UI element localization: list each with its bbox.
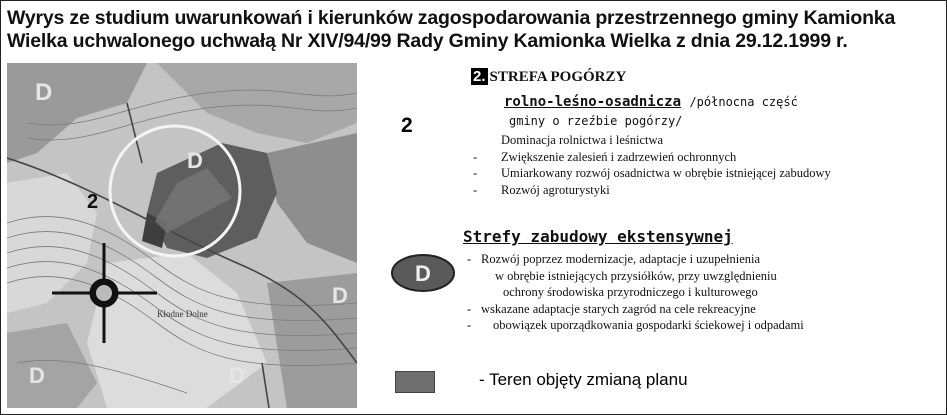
map-label-d: D	[332, 283, 348, 308]
zone-2-subheading: rolno-leśno-osadnicza	[504, 94, 682, 110]
list-item: - Rozwój agroturystyki	[473, 182, 831, 199]
legend-swatch	[395, 371, 435, 393]
zone-2-title: STREFA POGÓRZY	[489, 69, 627, 85]
list-item: - Rozwój poprzez modernizacje, adaptacje i uzupełnienia	[467, 251, 804, 268]
zone-2-heading	[471, 68, 626, 86]
list-item: ochrony środowiska przyrodniczego i kulturowego	[503, 285, 758, 299]
zone-d-list	[467, 251, 804, 334]
title-line-2: Wielka uchwalonego uchwałą Nr XIV/94/99 Rady Gminy Kamionka Wielka z dnia 29.12.1999 r.	[7, 30, 848, 52]
zone-2-badge: 2.	[473, 68, 486, 85]
map-place-name: Kłodne Dolne	[157, 309, 208, 319]
zone-2-subheading-row	[504, 94, 798, 110]
zone-2-note: /północna część	[689, 95, 798, 109]
map-label-d: D	[229, 363, 245, 388]
document-title	[7, 7, 942, 53]
map-label-d: D	[29, 363, 45, 388]
zone-d-symbol-letter: D	[415, 261, 431, 286]
map-excerpt	[7, 63, 357, 408]
legend-text: - Teren objęty zmianą planu	[479, 370, 688, 389]
list-item: w obrębie istniejących przysiółków, przy uwzględnieniu	[495, 268, 777, 283]
list-item: - Umiarkowany rozwój osadnictwa w obrębie istniejącej zabudowy	[473, 165, 831, 182]
list-item: - wskazane adaptacje starych zagród na cele rekreacyjne	[467, 301, 804, 318]
zone-d-symbol	[389, 252, 457, 294]
zone-d-heading: Strefy zabudowy ekstensywnej	[463, 227, 733, 246]
list-item: - obowiązek uporządkowania gospodarki ściekowej i odpadami	[467, 317, 804, 334]
list-item: - Zwiększenie zalesień i zadrzewień ochronnych	[473, 149, 831, 166]
zone-2-list	[487, 132, 845, 198]
map-zone-number: 2	[87, 191, 99, 213]
map-label-d: D	[187, 148, 203, 173]
zone-2-number: 2	[401, 114, 413, 137]
title-line-1: Wyrys ze studium uwarunkowań i kierunków zagospodarowania przestrzennego gminy Kamionka	[7, 7, 896, 29]
zone-2-note-2: gminy o rzeźbie pogórzy/	[509, 114, 683, 128]
map-label-d: D	[35, 79, 53, 106]
map-image	[7, 63, 357, 408]
list-item: Dominacja rolnictwa i leśnictwa	[501, 133, 664, 147]
